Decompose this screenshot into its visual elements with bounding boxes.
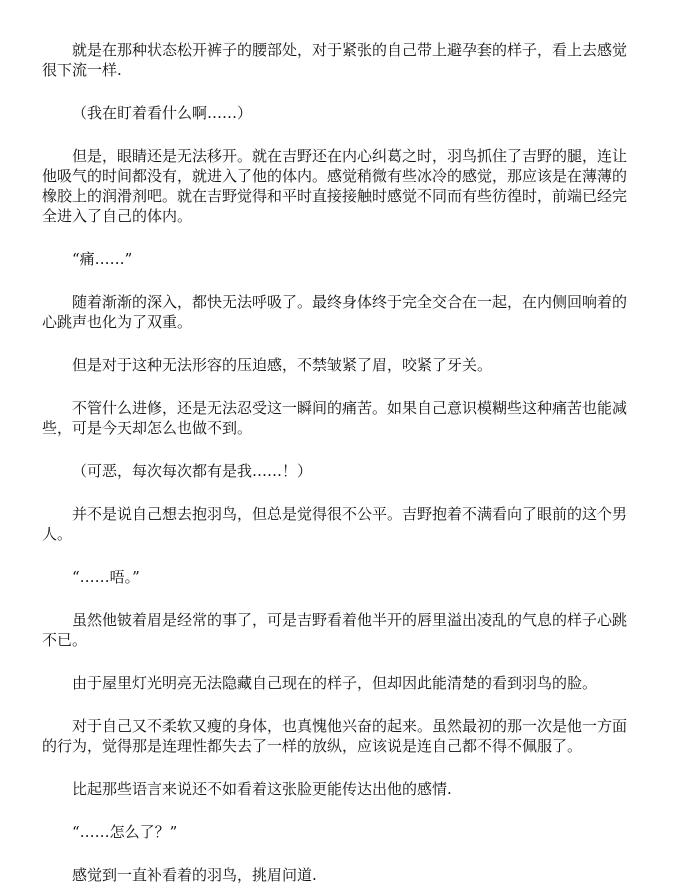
paragraph: 对于自己又不柔软又瘦的身体，也真愧他兴奋的起来。虽然最初的那一次是他一方面的行为，觉得那是连理性都失去了一样的放纵，应该说是连自己都不得不佩服了。: [42, 717, 628, 755]
paragraph: 虽然他铍着眉是经常的事了，可是吉野看着他半开的唇里溢出凌乱的气息的样子心跳不已。: [42, 611, 628, 649]
paragraph: 不管什么进修，还是无法忍受这一瞬间的痛苦。如果自己意识模糊些这种痛苦也能减些，可是今天却怎么也做不到。: [42, 399, 628, 437]
paragraph: 比起那些语言来说还不如看着这张脸更能传达出他的感情.: [72, 780, 452, 798]
paragraph: “……怎么了？”: [72, 823, 178, 841]
paragraph: 由于屋里灯光明亮无法隐藏自己现在的样子，但却因此能清楚的看到羽鸟的脸。: [72, 674, 598, 692]
paragraph: 但是对于这种无法形容的压迫感，不禁皱紧了眉，咬紧了牙关。: [72, 356, 493, 374]
paragraph: 并不是说自己想去抱羽鸟，但总是觉得很不公平。吉野抱着不满看向了眼前的这个男人。: [42, 505, 628, 543]
paragraph: 就是在那种状态松开裤子的腰部处，对于紧张的自己带上避孕套的样子，看上去感觉很下流一样.: [42, 41, 628, 79]
paragraph: 随着渐渐的深入，都快无法呼吸了。最终身体终于完全交合在一起，在内侧回响着的心跳声也化为了双重。: [42, 293, 628, 331]
paragraph: 但是，眼睛还是无法移开。就在吉野还在内心纠葛之时，羽鸟抓住了吉野的腿，连让他吸气的时间都没有，就进入了他的体内。感觉稍微有些冰冷的感觉，那应该是在薄薄的橡胶上的润滑剂吧。就在吉野觉得和平时直接接触时感觉不同而有些彷徨时，前端已经完全进入了自己的体内。: [42, 147, 628, 225]
paragraph: （可恶，每次每次都有是我……！）: [72, 462, 313, 480]
paragraph: （我在盯着看什么啊……）: [72, 104, 253, 122]
paragraph: “……唔。”: [72, 568, 140, 586]
paragraph: 感觉到一直补看着的羽鸟，挑眉问道.: [72, 866, 317, 884]
paragraph: “痛……”: [72, 250, 133, 268]
